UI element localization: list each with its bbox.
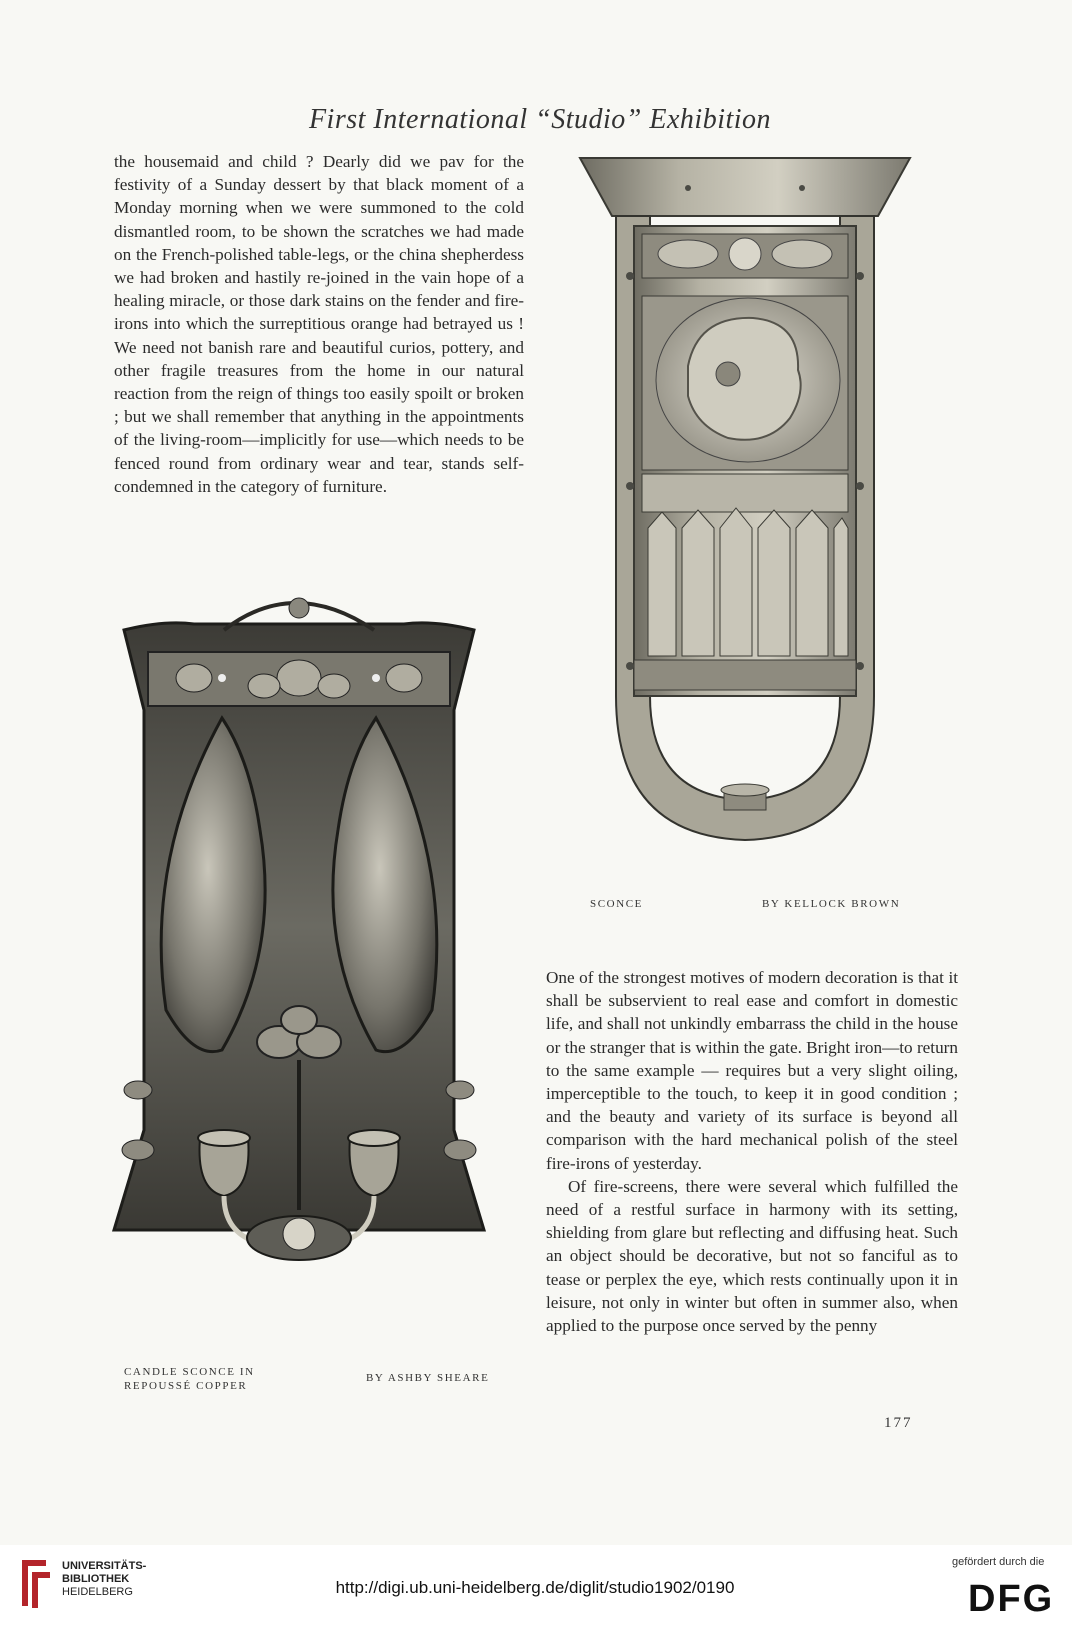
- sconce-caption-credit: BY KELLOCK BROWN: [762, 898, 901, 910]
- candle-sconce-caption-credit: BY ASHBY SHEARE: [366, 1372, 490, 1384]
- library-line-3: HEIDELBERG: [62, 1586, 133, 1598]
- sconce-illustration: [578, 156, 912, 856]
- candle-sconce-caption-title-2: REPOUSSÉ COPPER: [124, 1380, 248, 1392]
- right-paragraph-1: One of the strongest motives of modern decoration is that it shall be subservient to real ease and comfort in domestic life, and shall not unkindly embarrass the child in the house or the stranger that is within the gate. Bright iron—to return to the same example — requires but a very slight oiling, imperceptible to the touch, to keep it in good condition ; and the beauty and variety of its surface is beyond all comparison with the hard mechanical polish of the steel fire-irons of yesterday.: [546, 968, 958, 1173]
- right-text-column: [546, 966, 958, 1337]
- sconce-caption-title: SCONCE: [590, 898, 643, 910]
- library-name: [62, 1560, 146, 1599]
- right-paragraph-2: Of fire-screens, there were several which fulfilled the need of a restful surface in harmony with its setting, shielding from glare but reflecting and diffusing heat. Such an object should be decorative, but not so fanciful as to tease or perplex the eye, which rests continually upon it in leisure, not only in winter but often in summer also, when applied to the purpose once served by the penny: [546, 1176, 958, 1336]
- left-paragraph: the housemaid and child ? Dearly did we pav for the festivity of a Sunday dessert by that black moment of a Monday morning when we were summoned to the cold dismantled room, to be shown the scratches we had made on the French-polished table-legs, or the china shepherdess we had broken and hastily re-joined in the vain hope of a healing miracle, or those dark stains on the fender and fire-irons into which the surreptitious orange had betrayed us ! We need not banish rare and beautiful curios, pottery, and other fragile treasures from the home in our natural reaction from the reign of things too easily spoilt or broken ; but we shall remember that anything in the appointments of the living-room—implicitly for use—which needs to be fenced round from ordinary wear and tear, stands self-condemned in the category of furniture.: [114, 152, 524, 496]
- university-library-logo-icon: [16, 1556, 56, 1612]
- left-text-column: [114, 150, 524, 498]
- running-title: First International “Studio” Exhibition: [308, 104, 772, 135]
- library-line-2: BIBLIOTHEK: [62, 1573, 130, 1585]
- library-line-1: UNIVERSITÄTS-: [62, 1560, 147, 1572]
- candle-sconce-illustration: [104, 590, 494, 1262]
- funding-label: gefördert durch die: [952, 1556, 1045, 1568]
- dfg-logo: DFG: [968, 1578, 1055, 1620]
- candle-sconce-caption-title-1: CANDLE SCONCE IN: [124, 1366, 255, 1378]
- page-number: 177: [884, 1415, 913, 1431]
- permalink-url[interactable]: http://digi.ub.uni-heidelberg.de/diglit/studio1902/0190: [335, 1578, 735, 1597]
